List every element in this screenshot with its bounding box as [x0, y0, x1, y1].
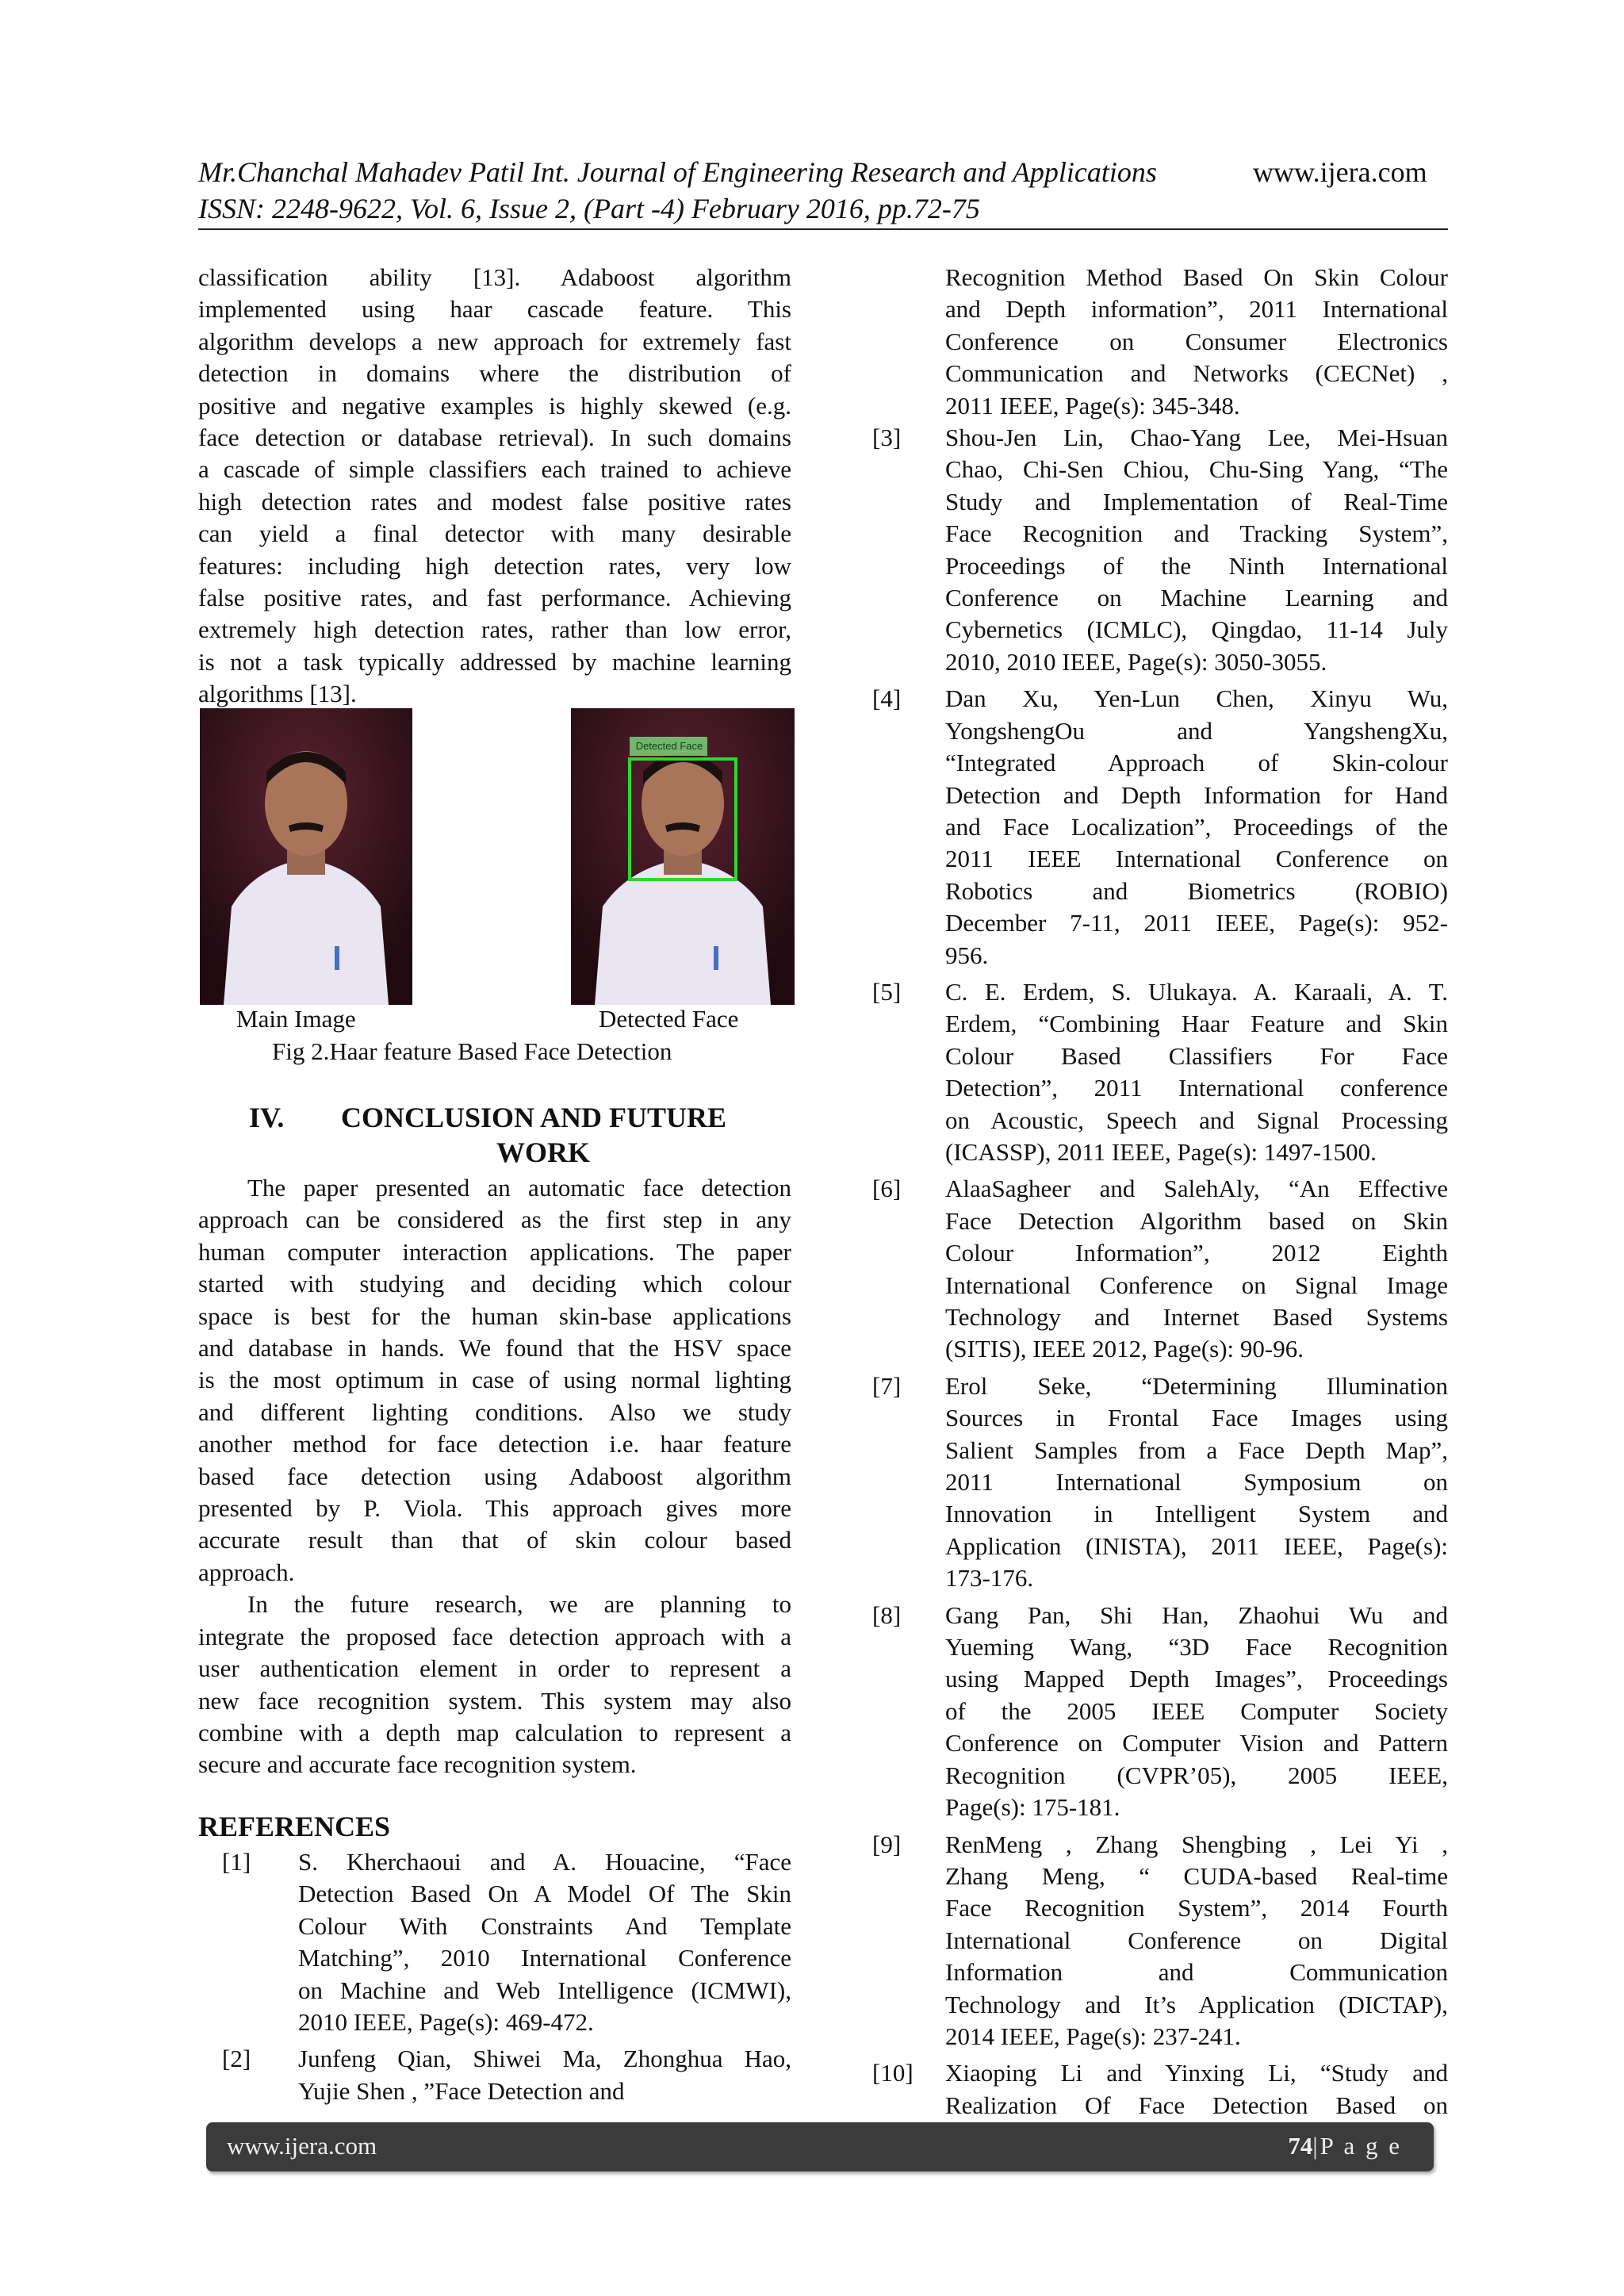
- reference-number: [6]: [872, 1175, 902, 1203]
- text-line: approach can be considered as the first step in any: [198, 1205, 791, 1234]
- text-line: Recognition Method Based On Skin Colour: [945, 263, 1448, 291]
- figure-label-main: Main Image: [236, 1005, 356, 1033]
- reference-item: [872, 1370, 1448, 1595]
- text-line: on Acoustic, Speech and Signal Processing: [945, 1106, 1448, 1134]
- text-line: 2011 IEEE, Page(s): 345-348.: [945, 391, 1240, 420]
- text-line: Technology and It’s Application (DICTAP),: [945, 1990, 1448, 2018]
- reference-text: [945, 1173, 1448, 1365]
- left-column: [198, 262, 791, 711]
- text-line: new face recognition system. This system may also: [198, 1686, 791, 1715]
- text-line: YongshengOu and YangshengXu,: [945, 716, 1448, 745]
- text-line: Dan Xu, Yen-Lun Chen, Xinyu Wu,: [945, 684, 1448, 713]
- text-line: user authentication element in order to represent a: [198, 1654, 791, 1683]
- reference-number: [5]: [872, 977, 902, 1006]
- text-line: algorithms [13].: [198, 680, 357, 708]
- text-line: and Face Localization”, Proceedings of the: [945, 812, 1448, 841]
- text-line: Yueming Wang, “3D Face Recognition: [945, 1633, 1448, 1662]
- text-line: International Conference on Signal Image: [945, 1271, 1448, 1299]
- text-line: of the 2005 IEEE Computer Society: [945, 1696, 1448, 1725]
- text-line: detection in domains where the distribution of: [198, 359, 791, 388]
- text-line: Information and Communication: [945, 1958, 1448, 1987]
- text-line: Colour With Constraints And Template: [298, 1911, 791, 1940]
- text-line: Page(s): 175-181.: [945, 1793, 1120, 1822]
- reference-number: [3]: [872, 424, 902, 452]
- text-line: based face detection using Adaboost algorithm: [198, 1462, 791, 1490]
- text-line: 2010, 2010 IEEE, Page(s): 3050-3055.: [945, 647, 1327, 676]
- text-line: Technology and Internet Based Systems: [945, 1303, 1448, 1331]
- reference-number: [1]: [222, 1848, 251, 1876]
- reference-number: [8]: [872, 1600, 902, 1629]
- detected-face-image: [571, 708, 795, 1005]
- text-line: and database in hands. We found that the HSV space: [198, 1334, 791, 1363]
- text-line: “Integrated Approach of Skin-colour: [945, 749, 1448, 777]
- detected-face-box-label: Detected Face: [635, 740, 703, 752]
- text-line: 2014 IEEE, Page(s): 237-241.: [945, 2022, 1241, 2050]
- text-line: can yield a final detector with many desirable: [198, 519, 791, 548]
- text-line: high detection rates and modest false positive rates: [198, 487, 791, 516]
- reference-number: [10]: [872, 2059, 914, 2087]
- text-line: implemented using haar cascade feature. This: [198, 295, 791, 324]
- text-line: Zhang Meng, “ CUDA-based Real-time: [945, 1861, 1448, 1890]
- paragraph-adaboost: [198, 262, 791, 711]
- section-title-line1: CONCLUSION AND FUTURE: [341, 1102, 727, 1133]
- text-line: Robotics and Biometrics (ROBIO): [945, 876, 1448, 905]
- reference-number: [7]: [872, 1371, 902, 1400]
- text-line: Cybernetics (ICMLC), Qingdao, 11-14 July: [945, 615, 1448, 644]
- text-line: S. Kherchaoui and A. Houacine, “Face: [298, 1848, 791, 1876]
- text-line: C. E. Erdem, S. Ulukaya. A. Karaali, A. T.: [945, 977, 1448, 1006]
- text-line: Recognition (CVPR’05), 2005 IEEE,: [945, 1761, 1448, 1789]
- header-website[interactable]: www.ijera.com: [1253, 156, 1427, 188]
- text-line: Sources in Frontal Face Images using: [945, 1404, 1448, 1432]
- text-line: RenMeng , Zhang Shengbing , Lei Yi ,: [945, 1830, 1448, 1858]
- text-line: and different lighting conditions. Also we study: [198, 1397, 791, 1426]
- text-line: Chao, Chi-Sen Chiou, Chu-Sing Yang, “The: [945, 455, 1448, 484]
- reference-2-continued: [945, 262, 1448, 422]
- text-line: on Machine and Web Intelligence (ICMWI),: [298, 1976, 791, 2004]
- text-line: face detection or database retrieval). In such domains: [198, 424, 791, 452]
- text-line: 2011 IEEE International Conference on: [945, 845, 1448, 873]
- reference-item: [872, 422, 1448, 678]
- text-line: presented by P. Viola. This approach gives more: [198, 1494, 791, 1523]
- text-line: is not a task typically addressed by machine learning: [198, 647, 791, 676]
- page-number: 74: [1288, 2132, 1313, 2160]
- text-line: Shou-Jen Lin, Chao-Yang Lee, Mei-Hsuan: [945, 424, 1448, 452]
- references-right: [872, 262, 1448, 2154]
- reference-number: [4]: [872, 684, 902, 713]
- text-line: 173-176.: [945, 1564, 1034, 1593]
- page-label: |P a g e: [1312, 2132, 1402, 2160]
- figure-label-detected: Detected Face: [599, 1005, 739, 1033]
- reference-number: [9]: [872, 1830, 902, 1858]
- reference-item: [872, 1600, 1448, 1824]
- main-image: [200, 708, 412, 1005]
- text-line: Conference on Consumer Electronics: [945, 327, 1448, 355]
- text-line: integrate the proposed face detection approach with a: [198, 1622, 791, 1650]
- text-line: algorithm develops a new approach for extremely fast: [198, 327, 791, 355]
- text-line: Application (INISTA), 2011 IEEE, Page(s):: [945, 1531, 1448, 1560]
- text-line: (SITIS), IEEE 2012, Page(s): 90-96.: [945, 1335, 1304, 1363]
- text-line: human computer interaction applications. The paper: [198, 1237, 791, 1266]
- reference-item: [222, 2043, 791, 2107]
- reference-text: [945, 976, 1448, 1168]
- section-title-line2: WORK: [496, 1137, 591, 1168]
- text-line: approach.: [198, 1558, 295, 1586]
- figure-caption: Fig 2.Haar feature Based Face Detection: [272, 1037, 672, 1065]
- text-line: Face Detection Algorithm based on Skin: [945, 1206, 1448, 1235]
- text-line: false positive rates, and fast performance. Achieving: [198, 584, 791, 612]
- text-line: accurate result than that of skin colour based: [198, 1526, 791, 1554]
- text-line: using Mapped Depth Images”, Proceedings: [945, 1665, 1448, 1693]
- reference-item: [872, 1829, 1448, 2053]
- text-line: Colour Based Classifiers For Face: [945, 1041, 1448, 1070]
- text-line: Detection and Depth Information for Hand: [945, 780, 1448, 809]
- text-line: secure and accurate face recognition system.: [198, 1750, 637, 1779]
- page-number-label: [1288, 2132, 1402, 2160]
- references-heading: REFERENCES: [198, 1811, 391, 1842]
- reference-text: [945, 1600, 1448, 1824]
- text-line: Erol Seke, “Determining Illumination: [945, 1371, 1448, 1400]
- reference-text: [298, 1846, 791, 2038]
- text-line: Conference on Machine Learning and: [945, 584, 1448, 612]
- text-line: Detection Based On A Model Of The Skin: [298, 1880, 791, 1908]
- text-line: Yujie Shen , ”Face Detection and: [298, 2076, 625, 2105]
- text-line: Matching”, 2010 International Conference: [298, 1944, 791, 1972]
- text-line: Salient Samples from a Face Depth Map”,: [945, 1435, 1448, 1464]
- conclusion-paragraph-1: [198, 1172, 791, 1589]
- text-line: a cascade of simple classifiers each trained to achieve: [198, 455, 791, 484]
- text-line: 956.: [945, 941, 989, 969]
- text-line: 2010 IEEE, Page(s): 469-472.: [298, 2008, 594, 2037]
- reference-text: [298, 2043, 791, 2107]
- text-line: In the future research, we are planning to: [247, 1590, 791, 1619]
- reference-text: [945, 422, 1448, 678]
- text-line: Erdem, “Combining Haar Feature and Skin: [945, 1010, 1448, 1038]
- text-line: 2011 International Symposium on: [945, 1468, 1448, 1497]
- text-line: Face Recognition System”, 2014 Fourth: [945, 1894, 1448, 1922]
- references-right-list: [872, 422, 1448, 2154]
- reference-text: [945, 1829, 1448, 2053]
- text-line: and Depth information”, 2011 International: [945, 295, 1448, 324]
- references-left: [222, 1846, 791, 2107]
- text-line: Gang Pan, Shi Han, Zhaohui Wu and: [945, 1600, 1448, 1629]
- text-line: The paper presented an automatic face detection: [247, 1174, 791, 1202]
- text-line: Colour Information”, 2012 Eighth: [945, 1239, 1448, 1267]
- reference-item: [872, 683, 1448, 972]
- text-line: (ICASSP), 2011 IEEE, Page(s): 1497-1500.: [945, 1137, 1377, 1166]
- running-header: [198, 155, 1427, 189]
- conclusion-paragraph-2: [198, 1589, 791, 1780]
- journal-line: Mr.Chanchal Mahadev Patil Int. Journal of Engineering Research and Applications: [198, 156, 1157, 188]
- reference-text: [945, 683, 1448, 972]
- section-number: IV.: [249, 1102, 285, 1133]
- text-line: Junfeng Qian, Shiwei Ma, Zhonghua Hao,: [298, 2045, 791, 2073]
- text-line: Communication and Networks (CECNet) ,: [945, 359, 1448, 388]
- issn-line: ISSN: 2248-9622, Vol. 6, Issue 2, (Part -4) February 2016, pp.72-75: [198, 193, 980, 224]
- footer-website[interactable]: www.ijera.com: [227, 2132, 377, 2160]
- text-line: Study and Implementation of Real-Time: [945, 487, 1448, 516]
- text-line: combine with a depth map calculation to represent a: [198, 1718, 791, 1746]
- header-rule: [198, 228, 1448, 230]
- text-line: AlaaSagheer and SalehAly, “An Effective: [945, 1175, 1448, 1203]
- text-line: features: including high detection rates, very low: [198, 551, 791, 580]
- reference-text: [945, 1370, 1448, 1595]
- text-line: Conference on Computer Vision and Pattern: [945, 1729, 1448, 1757]
- text-line: Face Recognition and Tracking System”,: [945, 519, 1448, 548]
- text-line: Innovation in Intelligent System and: [945, 1500, 1448, 1528]
- text-line: Proceedings of the Ninth International: [945, 551, 1448, 580]
- text-line: started with studying and deciding which colour: [198, 1270, 791, 1298]
- text-line: another method for face detection i.e. haar feature: [198, 1430, 791, 1458]
- text-line: Detection”, 2011 International conference: [945, 1074, 1448, 1102]
- text-line: positive and negative examples is highly skewed (e.g.: [198, 391, 791, 420]
- reference-item: [872, 1173, 1448, 1365]
- page-footer: [206, 2122, 1434, 2171]
- text-line: extremely high detection rates, rather than low error,: [198, 615, 791, 644]
- text-line: classification ability [13]. Adaboost algorithm: [198, 263, 791, 291]
- text-line: is the most optimum in case of using normal lighting: [198, 1366, 791, 1394]
- text-line: Realization Of Face Detection Based on: [945, 2091, 1448, 2119]
- text-line: International Conference on Digital: [945, 1926, 1448, 1954]
- reference-item: [222, 1846, 791, 2038]
- text-line: space is best for the human skin-base applications: [198, 1301, 791, 1330]
- text-line: December 7-11, 2011 IEEE, Page(s): 952-: [945, 909, 1448, 937]
- text-line: Xiaoping Li and Yinxing Li, “Study and: [945, 2059, 1448, 2087]
- conclusion-body: [198, 1172, 791, 1781]
- reference-number: [2]: [222, 2045, 251, 2073]
- reference-item: [872, 976, 1448, 1168]
